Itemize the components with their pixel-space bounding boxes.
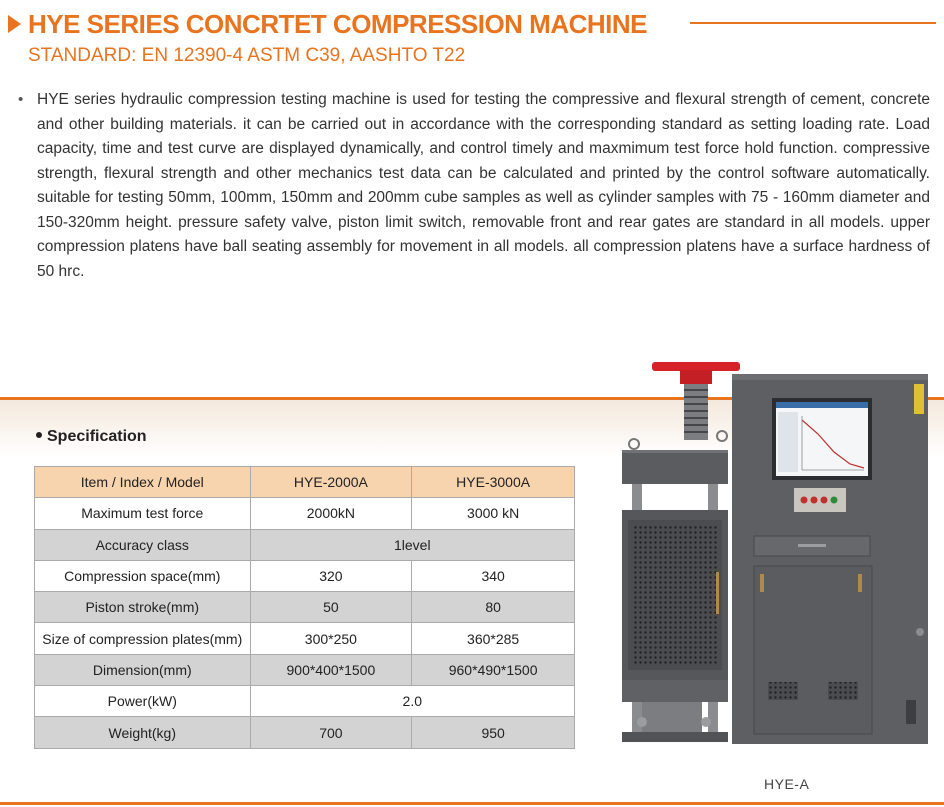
page-header: [8, 8, 936, 40]
spec-heading: [36, 428, 147, 446]
screw-spindle: [684, 384, 708, 440]
row-label: Power(kW): [35, 686, 251, 717]
table-row: [35, 686, 575, 717]
table-row: [35, 717, 575, 748]
standard-subtitle: STANDARD: EN 12390-4 ASTM C39, AASHTO T22: [28, 45, 466, 66]
vent-left-icon: [768, 682, 798, 700]
row-label: Dimension(mm): [35, 654, 251, 685]
row-value: 300*250: [250, 623, 412, 654]
cabinet-door: [754, 566, 872, 734]
row-value: 80: [412, 592, 575, 623]
description-block: [18, 88, 930, 284]
row-label: Maximum test force: [35, 498, 251, 529]
header-model-3000a: HYE-3000A: [412, 467, 575, 498]
table-row: [35, 529, 575, 560]
top-crossbeam: [622, 450, 728, 484]
title-divider: [690, 22, 936, 24]
row-value: 700: [250, 717, 412, 748]
row-label: Compression space(mm): [35, 560, 251, 591]
vent-right-icon: [828, 682, 858, 700]
warning-label-icon: [914, 384, 924, 414]
row-label: Piston stroke(mm): [35, 592, 251, 623]
row-value: 320: [250, 560, 412, 591]
page-title: HYE SERIES CONCRTET COMPRESSION MACHINE: [28, 9, 648, 39]
row-label: Weight(kg): [35, 717, 251, 748]
perforation-grid: [632, 526, 718, 666]
row-value: 960*490*1500: [412, 654, 575, 685]
table-row: [35, 498, 575, 529]
row-value-merged: 1level: [250, 529, 574, 560]
spec-table: [34, 466, 575, 749]
table-row: [35, 654, 575, 685]
row-label: Size of compression plates(mm): [35, 623, 251, 654]
row-value: 50: [250, 592, 412, 623]
product-caption: HYE-A: [764, 776, 810, 792]
stop-button-icon: [801, 497, 808, 504]
table-header-row: [35, 467, 575, 498]
section-divider-bottom: [0, 802, 944, 805]
header-model-2000a: HYE-2000A: [250, 467, 412, 498]
header-item: Item / Index / Model: [35, 467, 251, 498]
compression-machine-image: [618, 360, 934, 760]
row-value: 950: [412, 717, 575, 748]
table-row: [35, 592, 575, 623]
spec-heading-label: Specification: [47, 428, 147, 445]
row-value: 900*400*1500: [250, 654, 412, 685]
row-value: 2000kN: [250, 498, 412, 529]
row-label: Accuracy class: [35, 529, 251, 560]
row-value: 360*285: [412, 623, 575, 654]
row-value: 3000 kN: [412, 498, 575, 529]
bullet-dot-icon: [36, 432, 42, 438]
triangle-arrow-icon: [8, 15, 21, 33]
bullet-icon: •: [18, 91, 24, 108]
row-value-merged: 2.0: [250, 686, 574, 717]
table-row: [35, 560, 575, 591]
row-value: 340: [412, 560, 575, 591]
table-row: [35, 623, 575, 654]
handwheel-icon: [652, 362, 740, 371]
description-text: HYE series hydraulic compression testing machine is used for testing the compressive and flexural strength of cement, concrete and other building materials. it can be carried out in accordance with the corresponding standard as setting loading rate. Load capacity, time and test curve are displayed dynamically, and control timely and maxmimum test force hold function. compressive strength, flexural strength and other mechanics test data can be calculated and printed by the control software automatically. suitable for testing 50mm, 100mm, 150mm and 200mm cube samples as well as cylinder samples with 75 - 160mm diameter and 150-320mm height. pressure safety valve, piston limit switch, removable front and rear gates are standard in all models. upper compression platens have ball seating assembly for movement in all models. all compression platens have a surface hardness of 50 hrc.: [37, 91, 930, 280]
